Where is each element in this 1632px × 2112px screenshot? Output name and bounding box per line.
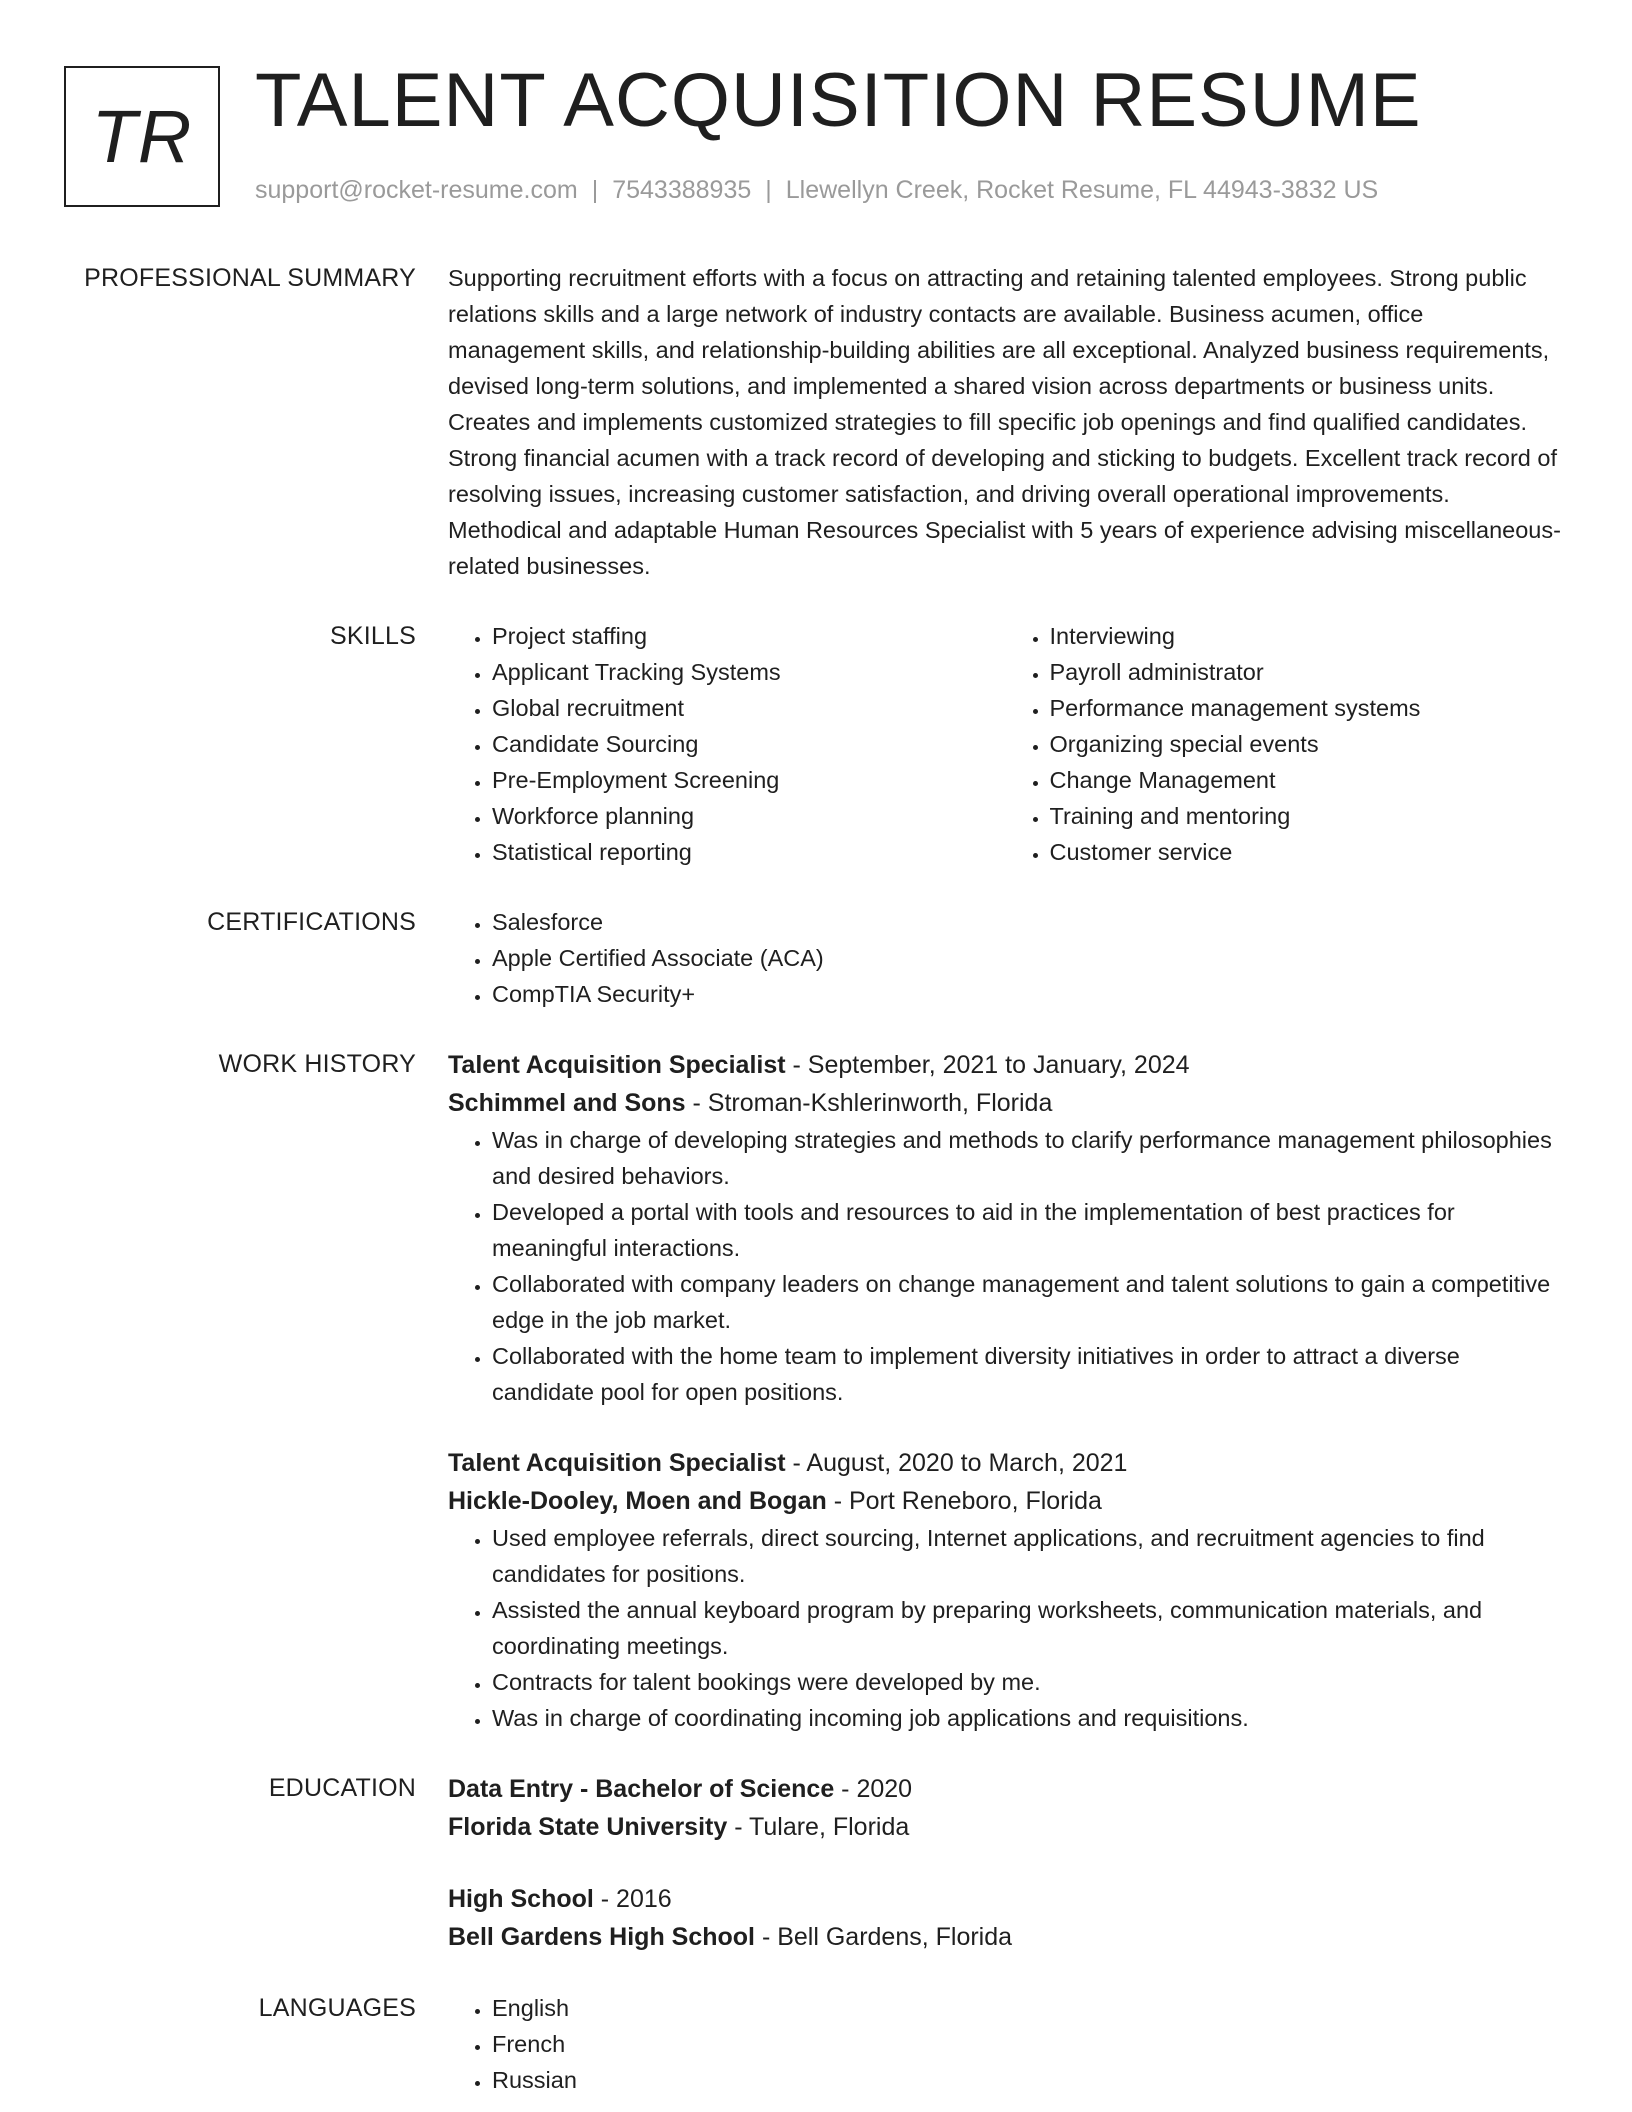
- job-duty-item: • Assisted the annual keyboard program by preparing worksheets, communication materials, and coordinating meetings.: [492, 1592, 1563, 1664]
- certifications-section: [0, 904, 1632, 1012]
- job-title: Talent Acquisition Specialist: [448, 1051, 786, 1079]
- certifications-list: [448, 904, 1563, 1012]
- skill-item: • Candidate Sourcing: [492, 726, 1006, 762]
- job-duty-item: • Was in charge of developing strategies and methods to clarify performance management philosophies and desired behaviors.: [492, 1122, 1563, 1194]
- languages-heading: LANGUAGES: [258, 1994, 416, 2022]
- skill-item: • Statistical reporting: [492, 834, 1006, 870]
- languages-section: [0, 1990, 1632, 2098]
- monogram-logo: TR: [64, 66, 220, 207]
- school-location: - Tulare, Florida: [727, 1813, 910, 1841]
- job-location: - Stroman-Kshlerinworth, Florida: [685, 1089, 1053, 1117]
- job-duty-item: • Collaborated with company leaders on change management and talent solutions to gain a competitive edge in the job market.: [492, 1266, 1563, 1338]
- contact-email[interactable]: support@rocket-resume.com: [255, 176, 578, 204]
- summary-heading: PROFESSIONAL SUMMARY: [84, 264, 416, 292]
- skills-section: [0, 618, 1632, 870]
- skill-item: • Workforce planning: [492, 798, 1006, 834]
- skill-item: • Customer service: [1050, 834, 1564, 870]
- language-item: • English: [492, 1990, 1563, 2026]
- skill-item: • Pre-Employment Screening: [492, 762, 1006, 798]
- job-duties-list: [448, 1520, 1563, 1736]
- degree-line: [448, 1880, 1563, 1918]
- contact-phone[interactable]: 7543388935: [612, 176, 752, 204]
- language-item: • Russian: [492, 2062, 1563, 2098]
- degree: Data Entry - Bachelor of Science: [448, 1775, 835, 1803]
- graduation-year: - 2020: [834, 1775, 913, 1803]
- skill-item: • Applicant Tracking Systems: [492, 654, 1006, 690]
- job-entry: [448, 1046, 1563, 1410]
- skill-item: • Organizing special events: [1050, 726, 1564, 762]
- education-heading: EDUCATION: [268, 1774, 416, 1802]
- job-duty-item: • Developed a portal with tools and resources to aid in the implementation of best practices for meaningful interactions.: [492, 1194, 1563, 1266]
- certifications-heading: CERTIFICATIONS: [207, 908, 416, 936]
- job-dates: - August, 2020 to March, 2021: [785, 1449, 1128, 1477]
- degree: High School: [448, 1885, 594, 1913]
- certification-item: • Apple Certified Associate (ACA): [492, 940, 1563, 976]
- school-line: [448, 1918, 1563, 1956]
- contact-separator: |: [591, 176, 599, 204]
- job-duty-item: • Collaborated with the home team to implement diversity initiatives in order to attract a diverse candidate pool for open positions.: [492, 1338, 1563, 1410]
- job-company: Schimmel and Sons: [448, 1089, 686, 1117]
- skill-item: • Global recruitment: [492, 690, 1006, 726]
- language-item: • French: [492, 2026, 1563, 2062]
- job-company-line: [448, 1482, 1563, 1520]
- school-name: Florida State University: [448, 1813, 728, 1841]
- resume-content: [0, 260, 1632, 2098]
- skills-heading: SKILLS: [330, 622, 416, 650]
- job-duty-item: • Contracts for talent bookings were developed by me.: [492, 1664, 1563, 1700]
- education-entry: [448, 1880, 1563, 1956]
- languages-list: [448, 1990, 1563, 2098]
- work-history-heading: WORK HISTORY: [218, 1050, 416, 1078]
- skill-item: • Interviewing: [1050, 618, 1564, 654]
- job-title-line: [448, 1444, 1563, 1482]
- degree-line: [448, 1770, 1563, 1808]
- resume-title: TALENT ACQUISITION RESUME: [255, 58, 1422, 143]
- skills-list-right: [1006, 618, 1564, 870]
- skill-item: • Change Management: [1050, 762, 1564, 798]
- job-dates: - September, 2021 to January, 2024: [785, 1051, 1190, 1079]
- skill-item: • Payroll administrator: [1050, 654, 1564, 690]
- job-entry: [448, 1444, 1563, 1736]
- job-title-line: [448, 1046, 1563, 1084]
- summary-text: Supporting recruitment efforts with a focus on attracting and retaining talented employees. Strong public relations skills and a large network of industry contacts are available. Business acumen, office management skills, and relationship-building abilities are all exceptional. Analyzed business requirements, devised long-term solutions, and implemented a shared vision across departments or business units. Creates and implements customized strategies to fill specific job openings and find qualified candidates. Strong financial acumen with a track record of developing and sticking to budgets. Excellent track record of resolving issues, increasing customer satisfaction, and driving overall operational improvements. Methodical and adaptable Human Resources Specialist with 5 years of experience advising miscellaneous-related businesses.: [448, 265, 1561, 579]
- school-name: Bell Gardens High School: [448, 1923, 755, 1951]
- job-title: Talent Acquisition Specialist: [448, 1449, 786, 1477]
- job-location: - Port Reneboro, Florida: [826, 1487, 1102, 1515]
- contact-address: Llewellyn Creek, Rocket Resume, FL 44943-3832 US: [785, 176, 1379, 204]
- work-history-section: [0, 1046, 1632, 1736]
- education-entry: [448, 1770, 1563, 1846]
- summary-section: [0, 260, 1632, 584]
- contact-line: [255, 176, 1378, 205]
- school-location: - Bell Gardens, Florida: [755, 1923, 1013, 1951]
- job-duty-item: • Used employee referrals, direct sourcing, Internet applications, and recruitment agencies to find candidates for positions.: [492, 1520, 1563, 1592]
- certification-item: • CompTIA Security+: [492, 976, 1563, 1012]
- skills-list-left: [448, 618, 1006, 870]
- school-line: [448, 1808, 1563, 1846]
- education-section: [0, 1770, 1632, 1956]
- job-duties-list: [448, 1122, 1563, 1410]
- skill-item: • Training and mentoring: [1050, 798, 1564, 834]
- job-company-line: [448, 1084, 1563, 1122]
- certification-item: • Salesforce: [492, 904, 1563, 940]
- skill-item: • Performance management systems: [1050, 690, 1564, 726]
- job-duty-item: • Was in charge of coordinating incoming job applications and requisitions.: [492, 1700, 1563, 1736]
- job-company: Hickle-Dooley, Moen and Bogan: [448, 1487, 827, 1515]
- contact-separator: |: [765, 176, 772, 204]
- skill-item: • Project staffing: [492, 618, 1006, 654]
- graduation-year: - 2016: [593, 1885, 672, 1913]
